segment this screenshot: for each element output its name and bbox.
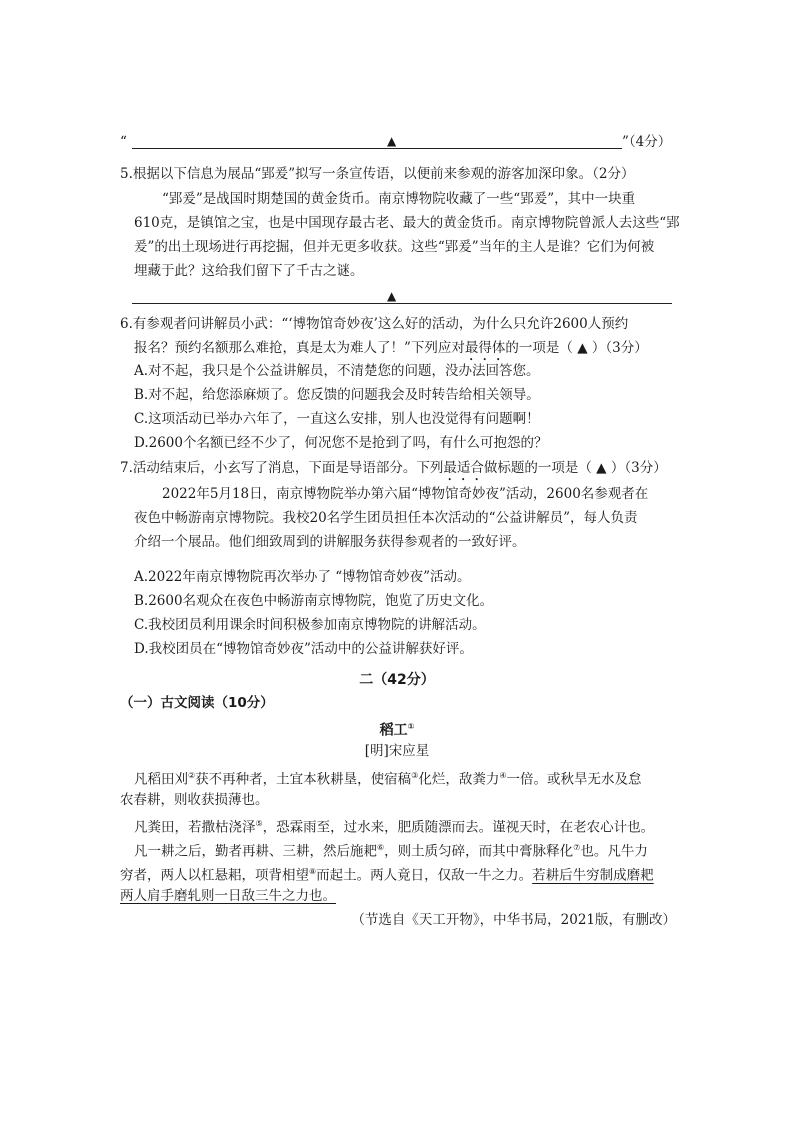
text-run: 凡一耕之后，勤者再耕、三耕，然后施耙 (134, 843, 377, 860)
passage-paragraph-3 (120, 837, 694, 863)
q4-answer-rule (132, 148, 622, 149)
q5-stem: 5.根据以下信息为展品“郢爰”拟写一条宣传语，以便前来参观的游客加深印象。（2分） (120, 166, 635, 182)
q7-option-d: D.我校团员在“博物馆奇妙夜”活动中的公益讲解获好评。 (134, 641, 473, 657)
q7-score: 做标题的一项是（ ▲ ）（3分） (483, 460, 667, 476)
q6-option-b: B.对不起，给您添麻烦了。您反馈的问题我会及时转告给相关领导。 (134, 387, 540, 403)
footnote-mark: ⑦ (573, 843, 581, 852)
q5-answer-rule (132, 303, 672, 304)
text-run: ，则土质匀碎，而其中膏脉释化 (384, 843, 574, 860)
section-heading: 二（42分） (359, 672, 435, 688)
passage-paragraph-1-cont: 农春耕，则收获损薄也。 (120, 792, 269, 808)
q5-para-line: 埋藏于此？这给我们留下了千古之谜。 (134, 263, 364, 279)
footnote-mark: ② (188, 771, 196, 780)
passage-paragraph-1 (120, 765, 694, 791)
q6-option-c: C.这项活动已举办六年了，一直这么安排，别人也没觉得有问题啊！ (134, 411, 540, 427)
footnote-mark: ⑥ (377, 843, 385, 852)
q6-option-d: D.2600个名额已经不少了，何况您不是抢到了吗，有什么可抱怨的？ (134, 435, 548, 451)
passage-source: （节选自《天工开物》，中华书局，2021版，有删改） (351, 912, 676, 928)
q7-stem-text: 7.活动结束后，小玄写了消息，下面是导语部分。下列 (120, 460, 444, 476)
q6-option-a: A.对不起，我只是个公益讲解员，不清楚您的问题，没办法回答您。 (134, 363, 540, 379)
q5-para-line: 爰”的出土现场进行再挖掘，但并无更多收获。这些“郢爰”当年的主人是谁？它们为何被 (134, 239, 655, 255)
q7-para-line: 介绍一个展品。他们细致周到的讲解服务获得参观者的一致好评。 (134, 534, 526, 550)
passage-author: [明]宋应星 (364, 743, 430, 759)
q5-triangle-icon: ▲ (387, 289, 397, 303)
q4-triangle-icon: ▲ (387, 134, 397, 148)
footnote-mark: ④ (499, 771, 507, 780)
passage-paragraph-2 (120, 813, 694, 839)
text-run: 也。凡牛力 (580, 843, 648, 860)
q4-answer-line (120, 131, 680, 153)
q7-stem (120, 457, 680, 484)
footnote-mark: ⑧ (309, 867, 317, 876)
q7-option-a: A.2022年南京博物院再次举办了 “博物馆奇妙夜”活动。 (134, 569, 471, 585)
text-run: 化烂，敌粪力 (418, 771, 500, 788)
footnote-mark: ⑤ (255, 819, 263, 828)
text-run: 凡粪田，若撒枯浇泽 (134, 819, 256, 836)
text-run: 穷者，两人以杠悬耜，项背相望 (120, 867, 309, 884)
text-run: 获不再种者，土宜本秋耕垦，使宿稿 (195, 771, 412, 788)
text-run: 而起土。两人竟日，仅敌一牛之力。 (316, 867, 533, 884)
q4-score: ”（4分） (622, 134, 672, 150)
text-run: 凡稻田刈 (134, 771, 188, 788)
underlined-sentence: 若耕后牛穷制成磨耙 (532, 867, 654, 884)
q7-option-b: B.2600名观众在夜色中畅游南京博物院，饱览了历史文化。 (134, 593, 494, 609)
q7-emphasis: 最适合 (443, 460, 484, 476)
text-run: 一倍。或秋旱无水及怠 (506, 771, 642, 788)
passage-paragraph-3-end (120, 885, 680, 907)
q6-stem-text: 报名？预约名额那么难抢，真是太为难人了！”下列应对 (134, 340, 465, 356)
q5-para-line: 610克，是镇馆之宝，也是中国现存最古老、最大的黄金货币。南京博物院曾派人去这些“郢 (134, 215, 680, 231)
q7-para-line: 夜色中畅游南京博物院。我校20名学生团员担任本次活动的“公益讲解员”，每人负责 (134, 510, 638, 526)
q6-emphasis: 最得体 (464, 340, 506, 356)
q5-para-line: “郢爰”是战国时期楚国的黄金货币。南京博物院收藏了一些“郢爰”，其中一块重 (162, 191, 636, 207)
passage-title-text: 稻工 (379, 722, 408, 739)
q7-para-line: 2022年5月18日，南京博物院举办第六届“博物馆奇妙夜”活动，2600名参观者在 (162, 486, 649, 502)
subsection-heading: （一）古文阅读（10分） (120, 695, 274, 711)
footnote-mark: ① (407, 722, 415, 731)
q6-score: 的一项是（ ▲ ）（3分） (505, 340, 648, 356)
passage-paragraph-3-cont (120, 861, 680, 887)
q7-option-c: C.我校团员利用课余时间积极参加南京博物院的讲解活动。 (134, 617, 486, 633)
underlined-sentence: 两人肩手磨轧则一日敌三牛之力也。 (120, 888, 336, 904)
footnote-mark: ③ (411, 771, 419, 780)
passage-title (0, 716, 794, 742)
q6-stem: 6.有参观者问讲解员小武：“‘博物馆奇妙夜’这么好的活动，为什么只允许2600人预约 (120, 316, 629, 332)
open-quote: “ (120, 134, 127, 150)
text-run: ，恐霖雨至，过水来，肥质随漂而去。谨视天时，在老农心计也。 (262, 819, 655, 836)
